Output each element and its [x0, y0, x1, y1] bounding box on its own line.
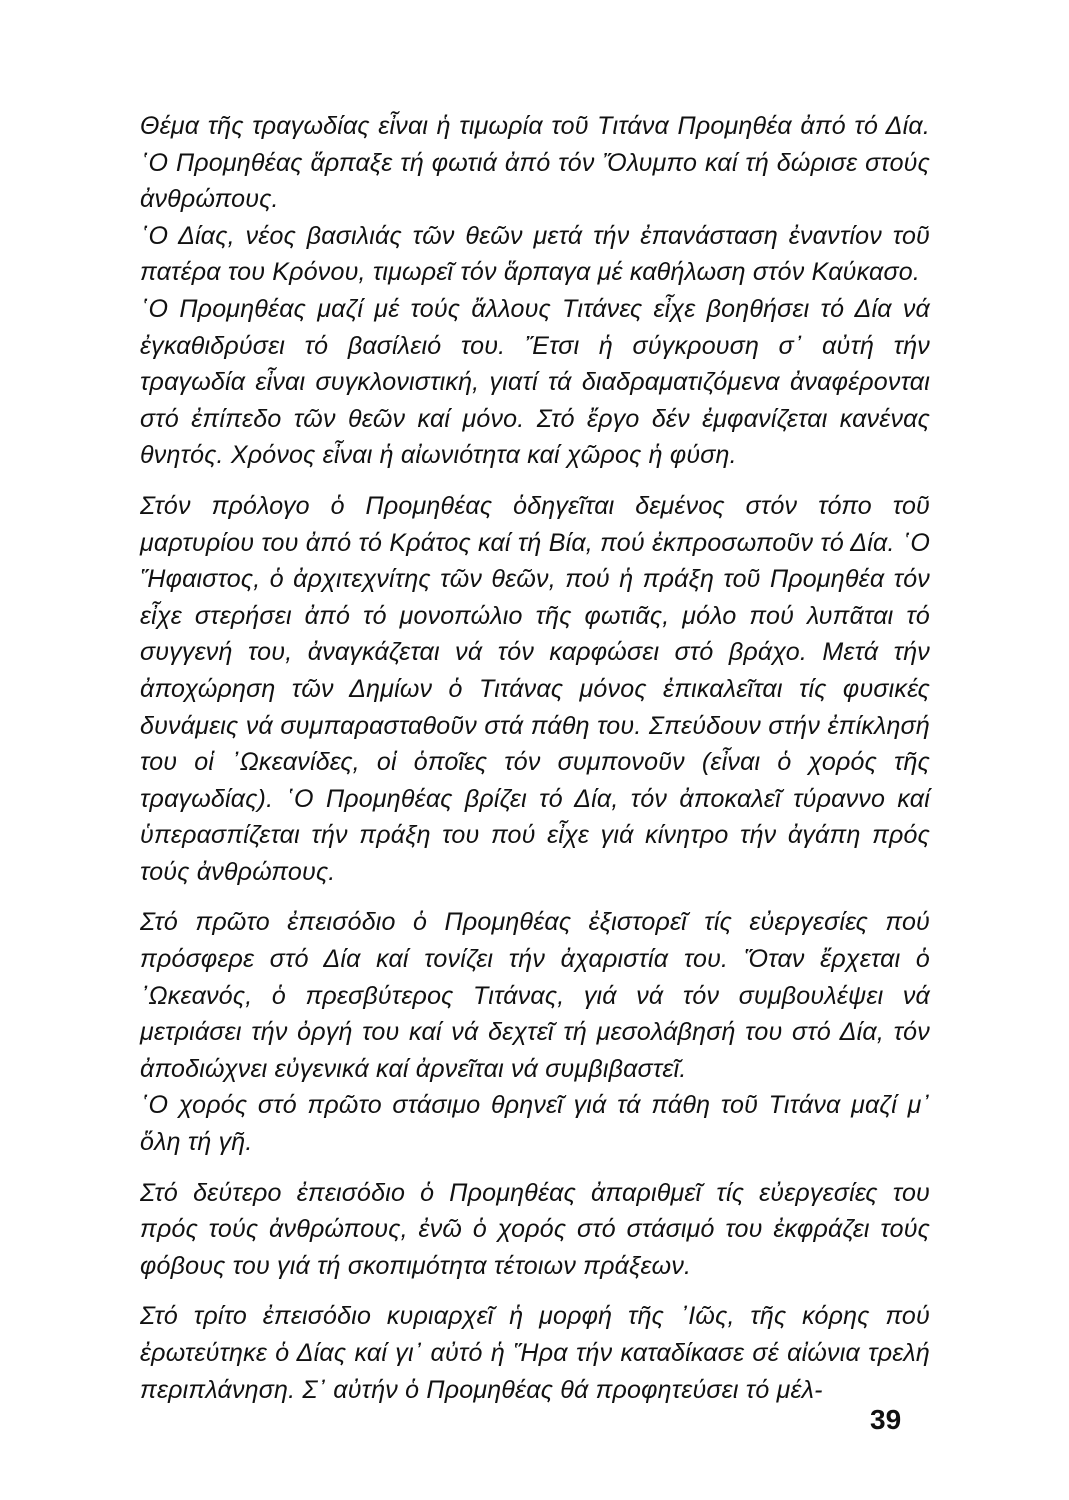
paragraph-3: ῾Ο Προμηθέας μαζί μέ τούς ἄλλους Τιτάνες εἶχε βοηθήσει τό Δία νά ἐγκαθιδρύσει τό βασίλειό του. Ἔτσι ἡ σύγκρουση σ᾽ αὐτή τήν τραγωδία εἶναι συγκλονιστική, γιατί τά διαδραματιζόμενα ἀναφέρονται στό ἐπίπεδο τῶν θεῶν καί μόνο. Στό ἔργο δέν ἐμφανίζεται κανένας θνητός. Χρόνος εἶναι ἡ αἰωνιότητα καί χῶρος ἡ φύση.: [140, 294, 930, 470]
paragraph-1: Θέμα τῆς τραγωδίας εἶναι ἡ τιμωρία τοῦ Τιτάνα Προμηθέα ἀπό τό Δία. ῾Ο Προμηθέας ἅρπαξε τή φωτιά ἀπό τόν Ὄλυμπο καί τή δώρισε στούς ἀνθρώπους.: [140, 112, 930, 214]
paragraph-8: Στό τρίτο ἐπεισόδιο κυριαρχεῖ ἡ μορφή τῆς ᾽Ιῶς, τῆς κόρης πού ἐρωτεύτηκε ὁ Δίας καί γι᾽ αὐτό ἡ Ἥρα τήν καταδίκασε σέ αἰώνια τρελή περιπλάνηση. Σ᾽ αὐτήν ὁ Προμηθέας θά προφητεύσει τό μέλ-: [140, 1302, 930, 1404]
paragraph-6: ῾Ο χορός στό πρῶτο στάσιμο θρηνεῖ γιά τά πάθη τοῦ Τιτάνα μαζί μ᾽ ὅλη τή γῆ.: [140, 1091, 930, 1157]
page-number: 39: [870, 1404, 902, 1435]
paragraph-2: ῾Ο Δίας, νέος βασιλιάς τῶν θεῶν μετά τήν ἐπανάσταση ἐναντίον τοῦ πατέρα του Κρόνου, τιμωρεῖ τόν ἅρπαγα μέ καθήλωση στόν Καύκασο.: [140, 221, 930, 287]
paragraph-4: Στόν πρόλογο ὁ Προμηθέας ὁδηγεῖται δεμένος στόν τόπο τοῦ μαρτυρίου του ἀπό τό Κράτος καί τή Βία, πού ἐκπροσωποῦν τό Δία. ῾Ο Ἥφαιστος, ὁ ἀρχιτεχνίτης τῶν θεῶν, πού ἡ πράξη τοῦ Προμηθέα τόν εἶχε στερήσει ἀπό τό μονοπώλιο τῆς φωτιᾶς, μόλο πού λυπᾶται τό συγγενή του, ἀναγκάζεται νά τόν καρφώσει στό βράχο. Μετά τήν ἀποχώρηση τῶν Δημίων ὁ Τιτάνας μόνος ἐπικαλεῖται τίς φυσικές δυνάμεις νά συμπαρασταθοῦν στά πάθη του. Σπεύδουν στήν ἐπίκλησή του οἱ ᾽Ωκεανίδες, οἱ ὁποῖες τόν συμπονοῦν (εἶναι ὁ χορός τῆς τραγωδίας). ῾Ο Προμηθέας βρίζει τό Δία, τόν ἀποκαλεῖ τύραννο καί ὑπερασπίζεται τήν πράξη του πού εἶχε γιά κίνητρο τήν ἀγάπη πρός τούς ἀνθρώπους.: [140, 491, 930, 886]
paragraph-5: Στό πρῶτο ἐπεισόδιο ὁ Προμηθέας ἐξιστορεῖ τίς εὐεργεσίες πού πρόσφερε στό Δία καί τονίζει τήν ἀχαριστία του. Ὅταν ἔρχεται ὁ ᾽Ωκεανός, ὁ πρεσβύτερος Τιτάνας, γιά νά τόν συμβουλέψει νά μετριάσει τήν ὀργή του καί νά δεχτεῖ τή μεσολάβησή του στό Δία, τόν ἀποδιώχνει εὐγενικά καί ἀρνεῖται νά συμβιβαστεῖ.: [140, 908, 930, 1083]
body-text: [140, 108, 930, 1408]
paragraph-7: Στό δεύτερο ἐπεισόδιο ὁ Προμηθέας ἀπαριθμεῖ τίς εὐεργεσίες του πρός τούς ἀνθρώπους, ἐνῶ ὁ χορός στό στάσιμό του ἐκφράζει τούς φόβους του γιά τή σκοπιμότητα τέτοιων πράξεων.: [140, 1178, 930, 1280]
